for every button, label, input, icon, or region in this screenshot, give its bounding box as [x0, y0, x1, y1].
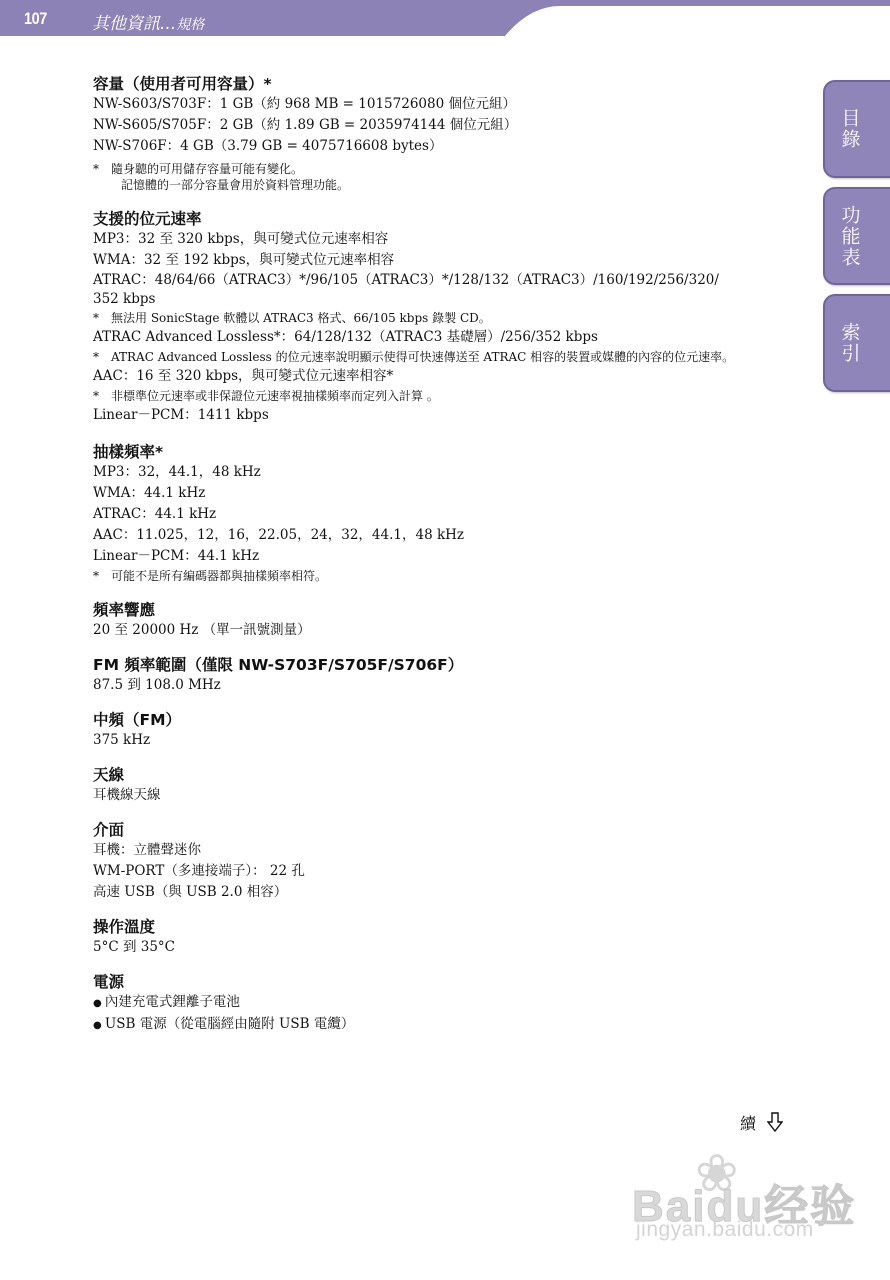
- tab-menu[interactable]: [823, 187, 890, 285]
- spec-line: AAC：11.025，12，16，22.05，24，32，44.1，48 kHz: [93, 527, 465, 543]
- footnote: * 無法用 SonicStage 軟體以 ATRAC3 格式、66/105 kbps 錄製 CD。: [93, 311, 491, 325]
- tab-index-label: 索引: [838, 322, 861, 364]
- footnote: * 可能不是所有編碼器都與抽樣頻率相符。: [93, 569, 328, 583]
- footnote: * 非標準位元速率或非保證位元速率視抽樣頻率而定列入計算 。: [93, 389, 439, 403]
- section-frequency-response: [93, 600, 793, 641]
- section-title: 電源: [93, 973, 125, 991]
- section-title: 頻率響應: [93, 601, 156, 619]
- watermark-brand: Baidu经验: [632, 1182, 857, 1231]
- section-title: 容量（使用者可用容量）*: [93, 75, 272, 93]
- spec-line: 375 kHz: [93, 732, 151, 748]
- spec-line: ATRAC Advanced Lossless*：64/128/132（ATRAC3 基礎層）/256/352 kbps: [93, 329, 598, 345]
- watermark-url: jingyan.baidu.com: [636, 1218, 814, 1241]
- spec-line: MP3：32，44.1，48 kHz: [93, 464, 261, 480]
- header-bar: [0, 0, 890, 36]
- spec-line: 20 至 20000 Hz （單一訊號測量）: [93, 622, 311, 638]
- down-arrow-icon: [767, 1112, 783, 1132]
- spec-line: 5°C 到 35°C: [93, 939, 176, 955]
- spec-line: 耳機線天線: [93, 787, 161, 803]
- spec-content: [93, 74, 793, 1050]
- section-title: 天線: [93, 766, 125, 784]
- spec-line: 87.5 到 108.0 MHz: [93, 677, 221, 693]
- breadcrumb[interactable]: [92, 9, 204, 34]
- section-title: 中頻（FM）: [93, 711, 182, 729]
- section-title: 介面: [93, 821, 125, 839]
- section-fm-range: [93, 655, 793, 696]
- section-bitrate: [93, 209, 793, 426]
- bullet-item: ● USB 電源（從電腦經由隨附 USB 電纜）: [93, 1014, 793, 1036]
- section-title: FM 頻率範圍（僅限 NW-S703F/S705F/S706F）: [93, 656, 464, 674]
- spec-line: ATRAC：44.1 kHz: [93, 506, 217, 522]
- continue-label: 續: [740, 1114, 757, 1133]
- spec-line: NW-S706F：4 GB（3.79 GB = 4075716608 bytes）: [93, 138, 443, 154]
- section-title: 操作溫度: [93, 918, 156, 936]
- spec-line: 高速 USB（與 USB 2.0 相容）: [93, 884, 288, 900]
- section-antenna: [93, 765, 793, 806]
- tab-index[interactable]: [823, 294, 890, 392]
- spec-line: NW-S605/S705F：2 GB（約 1.89 GB = 2035974144 個位元組）: [93, 117, 518, 133]
- spec-line: ATRAC：48/64/66（ATRAC3）*/96/105（ATRAC3）*/128/132（ATRAC3）/160/192/256/320/ 352 kbps: [93, 272, 719, 307]
- spec-line: WMA：32 至 192 kbps，與可變式位元速率相容: [93, 252, 395, 268]
- paw-icon: ❀: [695, 1144, 739, 1204]
- section-if: [93, 710, 793, 751]
- section-power: [93, 972, 793, 1036]
- spec-line: MP3：32 至 320 kbps，與可變式位元速率相容: [93, 231, 389, 247]
- breadcrumb-main[interactable]: 其他資訊...: [92, 14, 177, 34]
- spec-line: WM-PORT（多連接端子）： 22 孔: [93, 863, 305, 879]
- footnote: * 隨身聽的可用儲存容量可能有變化。 記憶體的一部分容量會用於資料管理功能。: [93, 162, 350, 192]
- spec-line: 耳機：立體聲迷你: [93, 842, 201, 858]
- spec-line: AAC：16 至 320 kbps，與可變式位元速率相容*: [93, 368, 394, 384]
- tab-contents-label: 目錄: [838, 108, 861, 150]
- section-sampling: [93, 442, 793, 584]
- page-number: 107: [24, 9, 47, 28]
- section-interface: [93, 820, 793, 903]
- tab-menu-label: 功能表: [838, 204, 861, 268]
- footnote: * ATRAC Advanced Lossless 的位元速率說明顯示使得可快速傳送至 ATRAC 相容的裝置或媒體的內容的位元速率。: [93, 350, 735, 364]
- spec-line: WMA：44.1 kHz: [93, 485, 206, 501]
- section-title: 支援的位元速率: [93, 210, 202, 228]
- section-title: 抽樣頻率*: [93, 443, 164, 461]
- continue-link[interactable]: [740, 1111, 783, 1134]
- section-temperature: [93, 917, 793, 958]
- spec-line: Linear－PCM：44.1 kHz: [93, 548, 260, 564]
- spec-line: NW-S603/S703F：1 GB（約 968 MB = 1015726080 個位元組）: [93, 96, 516, 112]
- section-capacity: [93, 74, 793, 193]
- spec-line: Linear－PCM：1411 kbps: [93, 407, 269, 423]
- breadcrumb-sub: 規格: [176, 17, 205, 33]
- bullet-item: ● 內建充電式鋰離子電池: [93, 992, 793, 1014]
- tab-contents[interactable]: [823, 80, 890, 178]
